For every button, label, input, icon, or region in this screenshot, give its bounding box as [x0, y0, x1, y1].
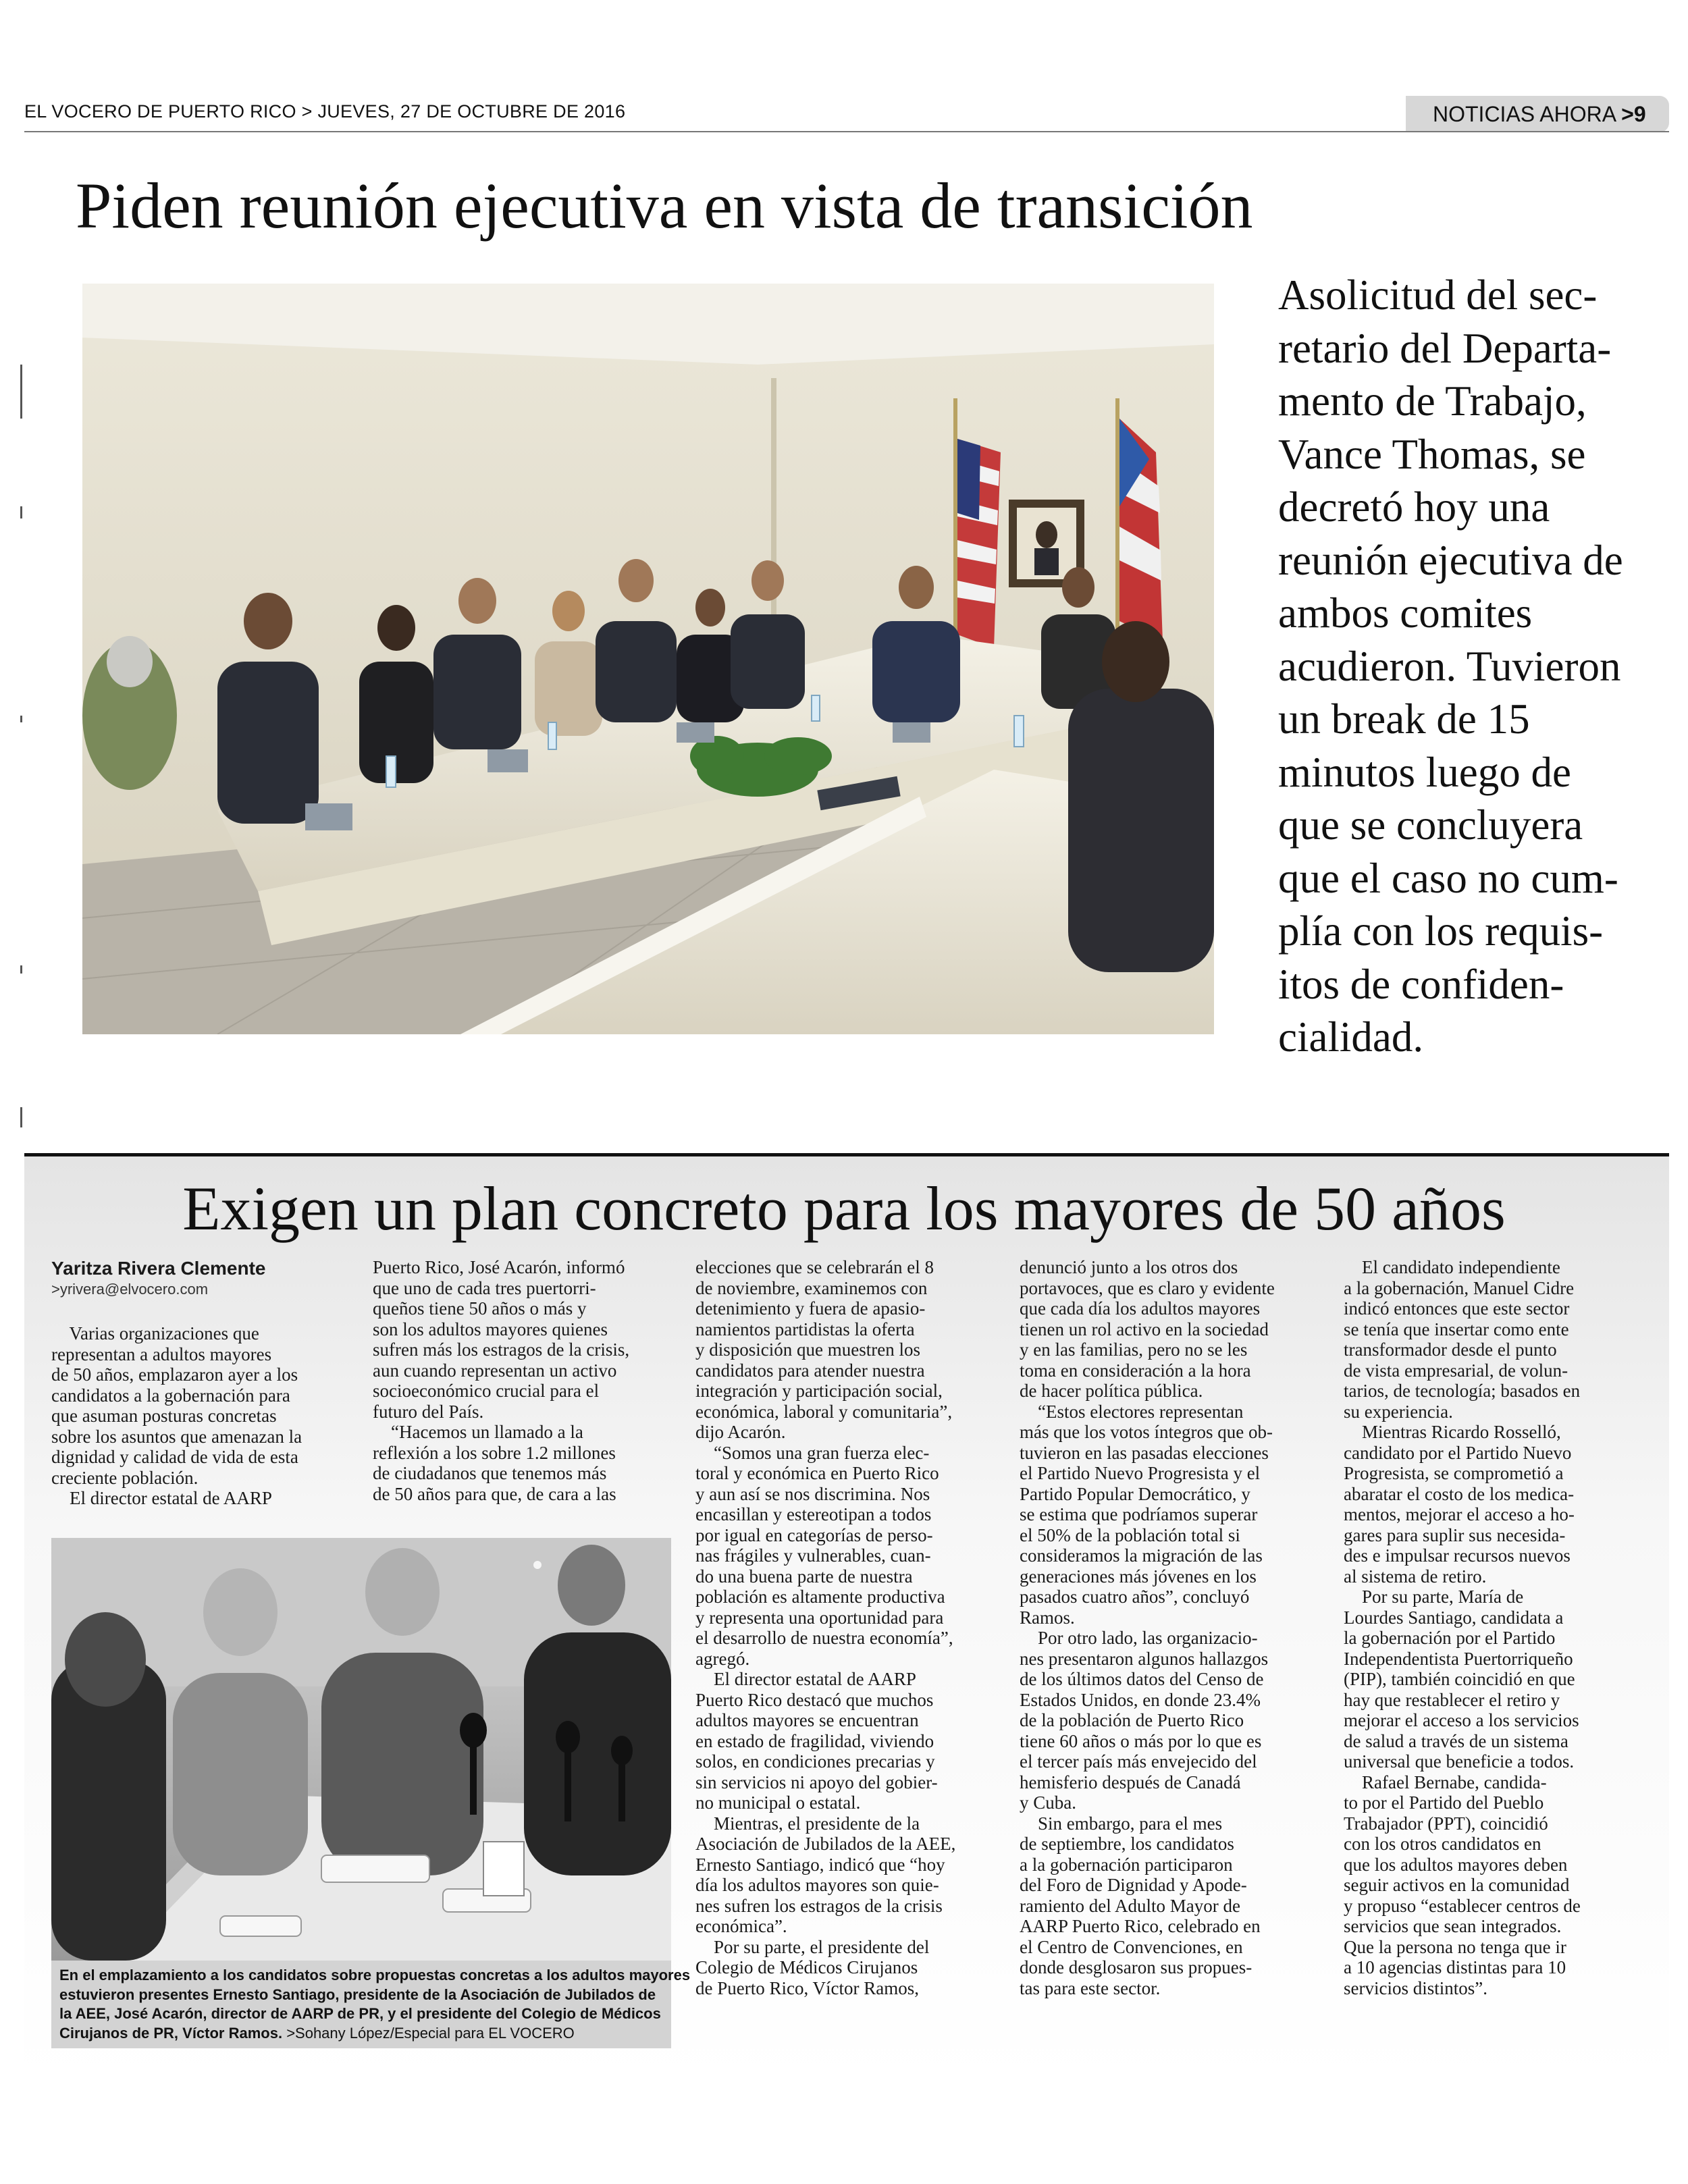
press-conference-illustration	[51, 1538, 671, 1961]
caption-last-line	[59, 2024, 663, 2044]
deck-line: ambos comites	[1278, 589, 1533, 637]
deck-line: retario del Departa-	[1278, 324, 1612, 372]
text-line: Sin embargo, para el mes	[1020, 1813, 1223, 1834]
text-line: agregó.	[695, 1648, 750, 1669]
text-line: elecciones que se celebrarán el 8	[695, 1257, 934, 1277]
deck-line: itos de confiden-	[1278, 960, 1564, 1008]
text-line: candidatos para atender nuestra	[695, 1360, 925, 1381]
page-number: >9	[1621, 102, 1646, 126]
header-rule	[24, 131, 1669, 132]
text-line: representan a adultos mayores	[51, 1343, 272, 1364]
text-line: que uno de cada tres puertorri-	[373, 1277, 596, 1298]
text-line: Partido Popular Democrático, y	[1020, 1483, 1250, 1504]
text-line: to por el Partido del Pueblo	[1344, 1792, 1544, 1813]
text-line: seguir activos en la comunidad	[1344, 1875, 1570, 1895]
text-line: y disposición que muestren los	[695, 1339, 920, 1360]
text-line: el tercer país más envejecido del	[1020, 1751, 1257, 1772]
text-line: integración y participación social,	[695, 1381, 943, 1401]
text-line: solos, en condiciones precarias y	[695, 1751, 935, 1772]
us-flag	[957, 439, 1001, 648]
deck-line: cialidad.	[1278, 1013, 1424, 1061]
story2-headline: Exigen un plan concreto para los mayores de 50 años	[182, 1174, 1506, 1243]
text-line: reflexión a los sobre 1.2 millones	[373, 1442, 616, 1463]
text-line: detenimiento y fuera de apasio-	[695, 1298, 926, 1319]
text-line: Independentista Puertorriqueño	[1344, 1648, 1573, 1669]
text-line: de salud a través de un sistema	[1344, 1730, 1568, 1751]
text-line: día los adultos mayores son quie-	[695, 1875, 939, 1895]
text-line: servicios distintos”.	[1344, 1977, 1487, 1998]
text-line: El director estatal de AARP	[695, 1669, 916, 1689]
text-line: candidato por el Partido Nuevo	[1344, 1442, 1572, 1463]
text-line: de hacer política pública.	[1020, 1381, 1203, 1401]
text-line: candidatos a la gobernación para	[51, 1385, 290, 1406]
text-line: tiene 60 años o más por lo que es	[1020, 1730, 1262, 1751]
text-line: y representa una oportunidad para	[695, 1607, 944, 1628]
deck-line: Vance Thomas, se	[1278, 430, 1586, 478]
text-line: generaciones más jóvenes en los	[1020, 1566, 1257, 1587]
byline-email: >yrivera@elvocero.com	[51, 1281, 209, 1298]
page-header-dateline: EL VOCERO DE PUERTO RICO > JUEVES, 27 DE OCTUBRE DE 2016	[24, 101, 626, 122]
caption-line: En el emplazamiento a los candidatos sobre propuestas concretas a los adultos mayores	[59, 1967, 691, 1983]
story2-column-4	[1020, 1257, 1323, 1998]
deck-line: decretó hoy una	[1278, 483, 1550, 531]
text-line: gares para suplir sus necesida-	[1344, 1524, 1566, 1545]
text-line: de vista empresarial, de volun-	[1344, 1360, 1568, 1381]
text-line: Mientras Ricardo Rosselló,	[1344, 1422, 1561, 1442]
text-line: a 10 agencias distintas para 10	[1344, 1957, 1566, 1977]
text-line: que asuman posturas concretas	[51, 1406, 277, 1426]
text-line: que los adultos mayores deben	[1344, 1854, 1568, 1875]
text-line: no municipal o estatal.	[695, 1792, 861, 1813]
text-line: nes presentaron algunos hallazgos	[1020, 1648, 1269, 1669]
text-line: Que la persona no tenga que ir	[1344, 1936, 1566, 1957]
text-line: encasillan y estereotipan a todos	[695, 1504, 932, 1524]
caption-line: Cirujanos de PR, Víctor Ramos.	[59, 2024, 287, 2042]
text-line: adultos mayores se encuentran	[695, 1710, 919, 1730]
text-line: y propuso “establecer centros de	[1344, 1895, 1581, 1916]
text-line: del Foro de Dignidad y Apode-	[1020, 1875, 1247, 1895]
text-line: “Somos una gran fuerza elec-	[695, 1442, 930, 1463]
text-line: tas para este sector.	[1020, 1977, 1161, 1998]
text-line: de la población de Puerto Rico	[1020, 1710, 1244, 1730]
text-line: Estados Unidos, en donde 23.4%	[1020, 1689, 1261, 1710]
text-line: por igual en categorías de perso-	[695, 1524, 933, 1545]
text-line: Puerto Rico destacó que muchos	[695, 1689, 934, 1710]
text-line: económica, laboral y comunitaria”,	[695, 1401, 953, 1422]
text-line: futuro del País.	[373, 1401, 484, 1422]
deck-line: reunión ejecutiva de	[1278, 536, 1623, 584]
text-line: Rafael Bernabe, candida-	[1344, 1772, 1547, 1792]
text-line: y aun así se nos discrimina. Nos	[695, 1483, 930, 1504]
text-line: se estima que podríamos superar	[1020, 1504, 1258, 1524]
text-line: Puerto Rico, José Acarón, informó	[373, 1257, 625, 1277]
text-line: de septiembre, los candidatos	[1020, 1834, 1234, 1854]
text-line: mejorar el acceso a los servicios	[1344, 1710, 1579, 1730]
text-line: denunció junto a los otros dos	[1020, 1257, 1238, 1277]
text-line: tienen un rol activo en la sociedad	[1020, 1319, 1269, 1339]
text-line: hay que restablecer el retiro y	[1344, 1689, 1560, 1710]
text-line: Lourdes Santiago, candidata a	[1344, 1607, 1564, 1628]
text-line: y Cuba.	[1020, 1792, 1076, 1813]
text-line: creciente población.	[51, 1467, 199, 1488]
text-line: nes sufren los estragos de la crisis	[695, 1895, 943, 1916]
text-line: el desarrollo de nuestra economía”,	[695, 1628, 953, 1648]
caption-line: la AEE, José Acarón, director de AARP de PR, y el presidente del Colegio de Médicos	[59, 2005, 661, 2022]
text-line: portavoces, que es claro y evidente	[1020, 1277, 1275, 1298]
story1-deck	[1278, 269, 1656, 1064]
text-line: su experiencia.	[1344, 1401, 1453, 1422]
text-line: toral y económica en Puerto Rico	[695, 1463, 939, 1483]
text-line: Ramos.	[1020, 1607, 1075, 1628]
text-line: económica”.	[695, 1916, 787, 1936]
text-line: Asociación de Jubilados de la AEE,	[695, 1834, 956, 1854]
section-tab	[1406, 96, 1669, 132]
text-line: con los otros candidatos en	[1344, 1834, 1541, 1854]
meeting-room-illustration	[82, 284, 1214, 1034]
text-line: Progresista, se comprometió a	[1344, 1463, 1564, 1483]
text-line: pasados cuatro años”, concluyó	[1020, 1587, 1250, 1607]
text-line: indicó entonces que este sector	[1344, 1298, 1570, 1319]
story2-column-3	[695, 1257, 993, 1998]
text-line: tuvieron en las pasadas elecciones	[1020, 1442, 1269, 1463]
section-rule	[24, 1153, 1669, 1156]
text-line: “Hacemos un llamado a la	[373, 1422, 583, 1442]
story1-headline: Piden reunión ejecutiva en vista de transición	[76, 169, 1253, 242]
text-line: Por su parte, María de	[1344, 1587, 1524, 1607]
deck-line: minutos luego de	[1278, 748, 1571, 796]
text-line: dijo Acarón.	[695, 1422, 786, 1442]
story2-photo-press-conference	[51, 1538, 671, 1961]
deck-line: Asolicitud del sec-	[1278, 271, 1598, 319]
text-line: y en las familias, pero no se les	[1020, 1339, 1248, 1360]
text-line: consideramos la migración de las	[1020, 1545, 1263, 1566]
deck-line: mento de Trabajo,	[1278, 377, 1587, 425]
story1-photo-meeting-room	[82, 284, 1214, 1034]
text-line: al sistema de retiro.	[1344, 1566, 1487, 1587]
text-line: a la gobernación, Manuel Cidre	[1344, 1277, 1575, 1298]
text-line: aun cuando representan un activo	[373, 1360, 617, 1381]
text-line: el Partido Nuevo Progresista y el	[1020, 1463, 1261, 1483]
deck-line: acudieron. Tuvieron	[1278, 642, 1621, 690]
deck-line: plía con los requis-	[1278, 907, 1604, 955]
text-line: el 50% de la población total si	[1020, 1524, 1240, 1545]
text-line: do una buena parte de nuestra	[695, 1566, 913, 1587]
text-line: de noviembre, examinemos con	[695, 1277, 928, 1298]
text-line: el Centro de Convenciones, en	[1020, 1936, 1243, 1957]
text-line: Trabajador (PPT), coincidió	[1344, 1813, 1548, 1834]
text-line: más que los votos íntegros que ob-	[1020, 1422, 1273, 1442]
scan-margin-marks	[20, 365, 23, 1134]
text-line: a la gobernación participaron	[1020, 1854, 1233, 1875]
text-line: dignidad y calidad de vida de esta	[51, 1447, 298, 1467]
photo-credit: >Sohany López/Especial para EL VOCERO	[286, 2024, 575, 2042]
text-line: Mientras, el presidente de la	[695, 1813, 920, 1834]
text-line: queños tiene 50 años o más y	[373, 1298, 587, 1319]
text-line: de 50 años para que, de cara a las	[373, 1483, 616, 1504]
text-line: de los últimos datos del Censo de	[1020, 1669, 1264, 1689]
text-line: servicios que sean integrados.	[1344, 1916, 1562, 1936]
text-line: sufren más los estragos de la crisis,	[373, 1339, 630, 1360]
text-line: abaratar el costo de los medica-	[1344, 1483, 1575, 1504]
deck-line: que se concluyera	[1278, 801, 1583, 849]
text-line: des e impulsar recursos nuevos	[1344, 1545, 1571, 1566]
text-line: de ciudadanos que tenemos más	[373, 1463, 607, 1483]
text-line: de 50 años, emplazaron ayer a los	[51, 1364, 298, 1385]
text-line: El director estatal de AARP	[51, 1488, 272, 1508]
text-line: nas frágiles y vulnerables, cuan-	[695, 1545, 931, 1566]
byline: Yaritza Rivera Clemente	[51, 1258, 266, 1279]
text-line: sin servicios ni apoyo del gobier-	[695, 1772, 938, 1792]
text-line: en estado de fragilidad, viviendo	[695, 1730, 934, 1751]
caption-line: estuvieron presentes Ernesto Santiago, presidente de la Asociación de Jubilados de	[59, 1986, 656, 2003]
text-line: El candidato independiente	[1344, 1257, 1560, 1277]
text-line: de Puerto Rico, Víctor Ramos,	[695, 1977, 919, 1998]
text-line: Por otro lado, las organizacio-	[1020, 1628, 1258, 1648]
text-line: transformador desde el punto	[1344, 1339, 1557, 1360]
deck-line: que el caso no cum-	[1278, 854, 1618, 902]
section-name: NOTICIAS AHORA	[1433, 102, 1622, 126]
text-line: que cada día los adultos mayores	[1020, 1298, 1261, 1319]
story2-photo-caption	[51, 1961, 691, 2048]
text-line: namientos partidistas la oferta	[695, 1319, 915, 1339]
text-line: tarios, de tecnología; basados en	[1344, 1381, 1581, 1401]
text-line: la gobernación por el Partido	[1344, 1628, 1556, 1648]
text-line: se tenía que insertar como ente	[1344, 1319, 1569, 1339]
text-line: Ernesto Santiago, indicó que “hoy	[695, 1854, 945, 1875]
text-line: población es altamente productiva	[695, 1587, 945, 1607]
text-line: Colegio de Médicos Cirujanos	[695, 1957, 918, 1977]
story2-column-2	[373, 1257, 670, 1504]
text-line: ramiento del Adulto Mayor de	[1020, 1895, 1240, 1916]
text-line: socioeconómico crucial para el	[373, 1381, 600, 1401]
text-line: AARP Puerto Rico, celebrado en	[1020, 1916, 1261, 1936]
text-line: universal que beneficie a todos.	[1344, 1751, 1575, 1772]
deck-line: un break de 15	[1278, 695, 1530, 743]
story2-column-5	[1344, 1257, 1647, 1998]
text-line: sobre los asuntos que amenazan la	[51, 1426, 302, 1447]
text-line: son los adultos mayores quienes	[373, 1319, 608, 1339]
text-line: hemisferio después de Canadá	[1020, 1772, 1241, 1792]
story2-column-1	[51, 1257, 348, 1509]
text-line: toma en consideración a la hora	[1020, 1360, 1251, 1381]
text-line: (PIP), también coincidió en que	[1344, 1669, 1575, 1689]
text-line: “Estos electores representan	[1020, 1401, 1244, 1422]
text-line: Por su parte, el presidente del	[695, 1936, 930, 1957]
text-line: Varias organizaciones que	[51, 1323, 259, 1343]
text-line: donde desglosaron sus propues-	[1020, 1957, 1252, 1977]
text-line: mentos, mejorar el acceso a ho-	[1344, 1504, 1575, 1524]
